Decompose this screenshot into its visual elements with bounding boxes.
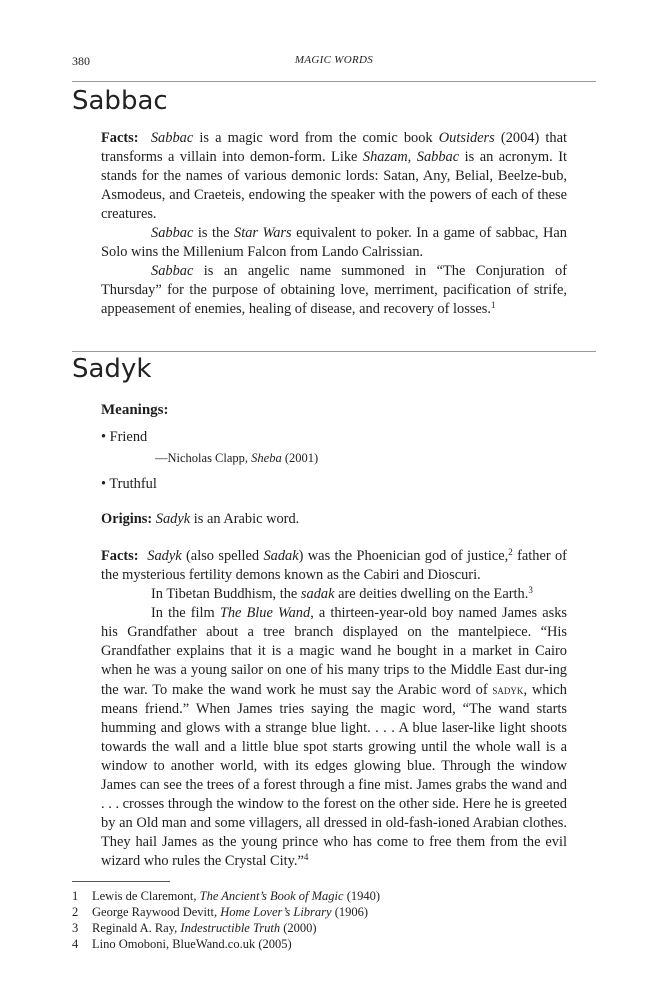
sabbac-facts-paragraph-3: Sabbac is an angelic name summoned in “The Conjuration of Thursday” for the purpose of obtaining love, merriment, pacification of strife, appeasement of enemies, healing of disease, and recovery of losses.$^1$ [101, 263, 567, 317]
sadyk-top-rule [72, 351, 596, 352]
sadyk-facts [101, 547, 567, 871]
sadyk-facts-paragraph-1 [101, 547, 567, 585]
entry-title-sabbac: Sabbac [72, 86, 168, 116]
running-title: MAGIC WORDS [294, 54, 374, 66]
sabbac-top-rule [72, 81, 596, 82]
page-number: 380 [72, 54, 90, 68]
facts-label: Facts: [101, 130, 139, 146]
footnote: 4 Lino Omoboni, BlueWand.co.uk (2005) [72, 937, 292, 951]
sabbac-facts [101, 129, 567, 319]
footnote: 3 Reginald A. Ray, Indestructible Truth (2000) [72, 921, 317, 935]
sabbac-facts-paragraph-1 [101, 129, 567, 224]
footnote-rule [72, 881, 170, 882]
footnote: 1 Lewis de Claremont, The Ancient’s Book of Magic (1940) [72, 889, 381, 903]
footnotes [72, 888, 380, 952]
running-head [72, 54, 596, 74]
meanings-label: Meanings: [101, 402, 169, 418]
sadyk-f1-text: Sadyk (also spelled Sadak) was the Phoenician god of justice,$^2$ father of the mysterious fertility demons known as the Cabiri and Dioscuri. [101, 547, 567, 583]
meaning-attribution: —Nicholas Clapp, Sheba (2001) [155, 451, 319, 465]
origins-line [101, 511, 299, 528]
facts-label: Facts: [101, 548, 139, 564]
origins-text: Sadyk is an Arabic word. [155, 511, 300, 527]
sadyk-facts-paragraph-2: In Tibetan Buddhism, the sadak are deities dwelling on the Earth.$^3$ [151, 585, 533, 602]
sabbac-p1-text: Sabbac is a magic word from the comic book Outsiders (2004) that transforms a villain into demon-form. Like Shazam, Sabbac is an acronym. It stands for the names of various demonic lords: Satan, Any, Belial, Beelze-bub, Asmodeus, and Craeteis, endowing the speaker with the powers of each of these creatures. [101, 130, 567, 222]
sabbac-facts-paragraph-2: Sabbac is the Star Wars equivalent to poker. In a game of sabbac, Han Solo wins the Millenium Falcon from Lando Calrissian. [101, 225, 567, 260]
sadyk-facts-paragraph-3: In the film The Blue Wand, a thirteen-year-old boy named James asks his Grandfather about a tree branch displayed on the mantelpiece. “His Grandfather explains that it is a magic wand he bought in a market in Cairo when he was a young sailor on one of his many trips to the Middle East dur-ing the war. To make the wand work he must say the Arabic word of sadyk, which means friend.” When James tries saying the magic word, “The wand starts humming and glows with a strange blue light. . . . A blue laser-like light shoots towards the wall and a little blue spot starts growing until the whole wall is a window to another world, with its edges glowing blue. Through the window James can see the trees of a forest through a fine mist. James grabs the wand and . . . crosses through the window to the forest on the other side. Here he is greeted by an Old man and some villagers, all dressed in old-fash-ioned Arabian clothes. They hail James as the young prince who has come to free them from the evil wizard who rules the Crystal City.”$^4$ [101, 605, 568, 869]
entry-title-sadyk: Sadyk [72, 354, 152, 384]
meaning-item-truthful: • Truthful [101, 476, 157, 492]
footnote: 2 George Raywood Devitt, Home Lover’s Library (1906) [72, 905, 369, 919]
meaning-item-friend: • Friend [101, 429, 148, 445]
origins-label: Origins: [101, 511, 153, 527]
